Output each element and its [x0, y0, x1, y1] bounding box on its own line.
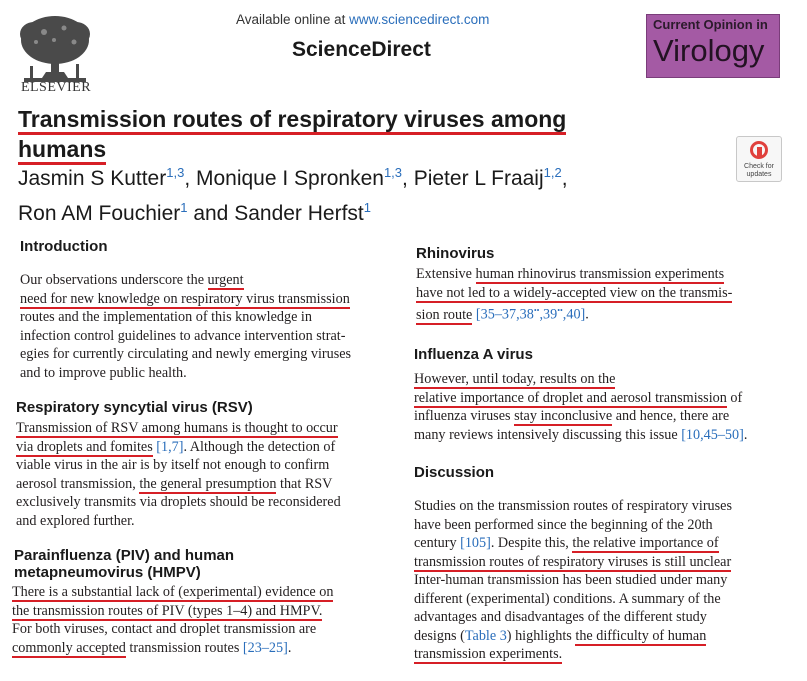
available-prefix: Available online at	[236, 12, 346, 27]
text: that RSV	[276, 475, 333, 492]
check-for-updates-label: Check for updates	[744, 163, 774, 178]
text: century	[414, 535, 461, 551]
text-line: advantages and disadvantages of the different study	[414, 609, 707, 625]
highlight-relative-importance: relative importance of droplet and aerosol transmission	[414, 389, 727, 406]
author-affiliation[interactable]: 1,3	[166, 165, 185, 180]
highlight-commonly-accepted: commonly accepted	[12, 639, 126, 656]
text-line: routes and the implementation of this knowledge in	[20, 309, 312, 325]
author-affiliation[interactable]: 1	[363, 200, 371, 215]
piv-heading-line-1: Parainfluenza (PIV) and human	[14, 547, 235, 564]
text: Extensive	[416, 266, 476, 282]
highlight-urgent: urgent	[207, 272, 244, 288]
piv-paragraph	[12, 583, 390, 657]
text-line: viable virus in the air is by itself not enough to confirm	[16, 457, 330, 473]
author-name[interactable]: Sander Herfst	[234, 202, 364, 225]
text: . Despite this,	[490, 535, 573, 551]
intro-heading: Introduction	[20, 238, 108, 255]
rhinovirus-heading: Rhinovirus	[416, 245, 495, 262]
journal-badge	[646, 14, 780, 78]
highlight-piv-hmpv: the transmission routes of PIV (types 1–4) and HMPV.	[12, 602, 323, 619]
author-name[interactable]: Pieter L Fraaij	[413, 167, 544, 190]
discussion-paragraph	[414, 497, 788, 664]
highlight-difficulty: the difficulty of human	[575, 627, 707, 644]
text-line: and explored further.	[16, 512, 135, 529]
text-line: Inter-human transmission has been studied under many	[414, 572, 728, 588]
citation-marker: ••	[533, 306, 540, 315]
title-line-1: Transmission routes of respiratory viruses among	[18, 106, 566, 135]
highlight-still-unclear: transmission routes of respiratory viruses is still unclear	[414, 553, 732, 570]
citation-link[interactable]: ,40]	[562, 306, 586, 323]
text-line: and to improve public health.	[20, 364, 187, 381]
author-list	[18, 158, 658, 228]
sciencedirect-link[interactable]: www.sciencedirect.com	[349, 12, 490, 27]
text-line: exclusively transmits via droplets should be reconsidered	[16, 494, 341, 510]
citation-marker: ••	[557, 306, 563, 315]
rsv-heading: Respiratory syncytial virus (RSV)	[16, 399, 253, 416]
text: .	[287, 639, 292, 656]
text: .	[743, 426, 748, 443]
text-line: egies for currently circulating and newly emerging viruses	[20, 346, 352, 362]
highlight-stay-inconclusive: stay inconclusive	[514, 408, 613, 424]
check-for-updates-button[interactable]	[736, 136, 782, 182]
highlight-relative-importance-of: the relative importance of	[572, 535, 719, 551]
text-line: have been performed since the beginning of the 20th	[414, 516, 713, 533]
text: designs (	[414, 627, 465, 644]
text: . Although the detection of	[183, 438, 336, 455]
highlight-until-today: However, until today, results on the	[414, 371, 616, 387]
citation-link[interactable]: [105]	[460, 535, 491, 551]
author-name[interactable]: Monique I Spronken	[195, 167, 384, 190]
text: .	[585, 306, 589, 323]
influenza-paragraph	[414, 370, 788, 444]
journal-badge-name: Virology	[653, 33, 765, 68]
citation-link[interactable]: [10,45–50]	[681, 426, 744, 443]
citation-link[interactable]: [1,7]	[152, 438, 184, 455]
text: influenza viruses	[414, 408, 515, 424]
available-online	[236, 12, 489, 27]
rhinovirus-paragraph	[416, 265, 788, 324]
publisher-name: ELSEVIER	[20, 80, 92, 95]
journal-badge-top: Current Opinion in	[653, 17, 768, 32]
highlight-droplets-fomites: via droplets and fomites	[16, 438, 153, 455]
author-affiliation[interactable]: 1,3	[383, 165, 403, 180]
highlight-widely-accepted: have not led to a widely-accepted view on the transmis-	[416, 284, 733, 301]
author-separator: and	[187, 202, 235, 225]
text: ) highlights	[506, 627, 576, 644]
citation-link[interactable]: [35–37,38	[472, 306, 534, 323]
author-separator: ,	[402, 167, 414, 190]
highlight-transmission-experiments: transmission experiments.	[414, 646, 563, 662]
highlight-general-presumption: the general presumption	[139, 475, 277, 492]
author-affiliation[interactable]: 1,2	[543, 165, 562, 180]
text: aerosol transmission,	[16, 475, 140, 492]
intro-paragraph	[20, 271, 390, 382]
text: and hence, there are	[612, 408, 730, 424]
table-3-link[interactable]: Table 3	[464, 627, 507, 644]
article-title	[18, 104, 638, 164]
citation-link[interactable]: ,39	[539, 306, 558, 323]
citation-link[interactable]: [23–25]	[242, 639, 288, 656]
crossmark-icon	[750, 141, 768, 159]
text-line: infection control guidelines to advance intervention strat-	[20, 327, 346, 344]
highlight-sion-route: sion route	[416, 306, 473, 323]
piv-heading	[14, 547, 234, 581]
text-line: different (experimental) conditions. A summary of the	[414, 590, 721, 607]
text-line: For both viruses, contact and droplet transmission are	[12, 621, 317, 637]
text: Our observations underscore the	[20, 272, 208, 288]
discussion-heading: Discussion	[414, 464, 495, 481]
highlight-lack-of-evidence: There is a substantial lack of (experimental) evidence on	[12, 584, 334, 600]
highlight-rsv-transmission: Transmission of RSV among humans is thought to occur	[16, 420, 338, 436]
highlight-new-knowledge: need for new knowledge on respiratory virus transmission	[20, 290, 350, 307]
rsv-paragraph	[16, 419, 390, 530]
influenza-heading: Influenza A virus	[414, 346, 533, 363]
text: of	[726, 389, 743, 406]
piv-heading-line-2: metapneumovirus (HMPV)	[14, 564, 201, 581]
text: many reviews intensively discussing this issue	[414, 426, 682, 443]
title-line-2: humans	[18, 136, 106, 165]
author-affiliation[interactable]: 1	[180, 200, 188, 215]
text-line: Studies on the transmission routes of respiratory viruses	[414, 498, 732, 514]
author-name[interactable]: Jasmin S Kutter	[18, 167, 167, 190]
author-separator: ,	[561, 167, 568, 190]
highlight-rhinovirus-experiments: human rhinovirus transmission experiments	[475, 266, 725, 282]
author-name[interactable]: Ron AM Fouchier	[18, 202, 181, 225]
author-separator: ,	[184, 167, 196, 190]
sciencedirect-brand: ScienceDirect	[292, 38, 431, 61]
text: transmission routes	[125, 639, 243, 656]
